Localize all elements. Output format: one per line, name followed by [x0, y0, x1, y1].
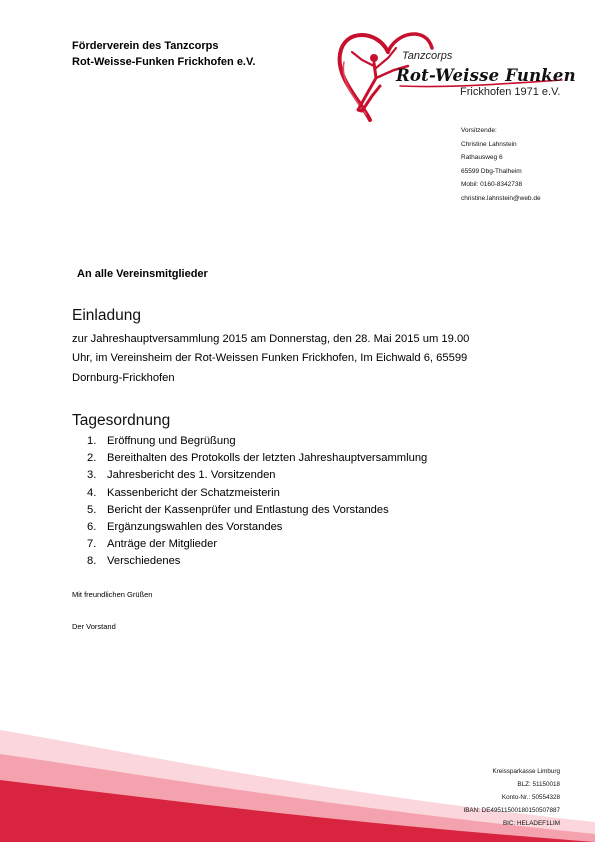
- agenda-item: [87, 433, 427, 450]
- contact-block: [461, 124, 541, 206]
- agenda-item-number: 1.: [87, 435, 97, 447]
- closing-greeting: Mit freundlichen Grüßen: [72, 590, 153, 599]
- sender-line-1: Förderverein des Tanzcorps: [72, 40, 219, 52]
- agenda-item: [87, 502, 427, 519]
- recipient: An alle Vereinsmitglieder: [77, 268, 208, 280]
- agenda-item-number: 6.: [87, 521, 97, 534]
- agenda-item-number: 7.: [87, 538, 97, 551]
- bank-bic: BIC: HELADEF1LIM: [502, 819, 560, 827]
- agenda-item: [87, 553, 427, 570]
- bank-details: [463, 766, 560, 831]
- logo-sub-text: Frickhofen 1971 e.V.: [460, 86, 561, 98]
- agenda-item-number: 3.: [87, 469, 97, 482]
- bank-blz: BLZ: 51150018: [517, 780, 560, 788]
- invitation-line-1: zur Jahreshauptversammlung 2015 am Donnerstag, den 28. Mai 2015 um 19.00: [72, 333, 470, 345]
- sender-line-2: Rot-Weisse-Funken Frickhofen e.V.: [72, 56, 256, 68]
- agenda-item: [87, 450, 427, 467]
- agenda-item-number: 4.: [87, 486, 97, 499]
- agenda-item: [87, 536, 427, 553]
- agenda-item-text: Ergänzungswahlen des Vorstandes: [107, 521, 283, 534]
- agenda-item-number: 8.: [87, 555, 97, 568]
- agenda-item: [87, 519, 427, 536]
- invitation-text: [72, 330, 542, 388]
- bank-account: Konto-Nr.: 50554328: [501, 793, 560, 801]
- contact-role: Vorsitzende:: [461, 127, 497, 134]
- agenda-list: [87, 433, 427, 571]
- agenda-item-text: Anträge der Mitglieder: [107, 538, 218, 551]
- signature: Der Vorstand: [72, 622, 116, 631]
- logo-top-text: Tanzcorps: [402, 50, 453, 62]
- contact-phone: Mobil: 0160-8342738: [461, 181, 523, 189]
- contact-city: 65599 Dbg-Thalheim: [461, 167, 522, 175]
- bank-iban: IBAN: DE49511500180150507887: [463, 806, 560, 814]
- invitation-line-3: Dornburg-Frickhofen: [72, 371, 175, 384]
- agenda-heading: Tagesordnung: [72, 412, 171, 429]
- agenda-item-text: Bereithalten des Protokolls der letzten Jahreshauptversammlung: [107, 452, 428, 465]
- agenda-item-text: Eröffnung und Begrüßung: [107, 435, 236, 447]
- agenda-item-number: 2.: [87, 452, 97, 465]
- sender-block: [72, 38, 255, 70]
- invitation-heading: Einladung: [72, 307, 141, 324]
- agenda-item-number: 5.: [87, 503, 97, 516]
- bank-name: Kreissparkasse Limburg: [492, 768, 560, 775]
- agenda-item-text: Bericht der Kassenprüfer und Entlastung des Vorstandes: [107, 503, 389, 516]
- club-logo: [330, 22, 576, 122]
- contact-email: christine.lahnstein@web.de: [461, 194, 541, 202]
- contact-name: Christine Lahnstein: [461, 140, 517, 148]
- invitation-line-2: Uhr, im Vereinsheim der Rot-Weissen Funken Frickhofen, Im Eichwald 6, 65599: [72, 352, 468, 365]
- agenda-item: [87, 485, 427, 502]
- agenda-item-text: Kassenbericht der Schatzmeisterin: [107, 486, 280, 499]
- agenda-item-text: Verschiedenes: [107, 555, 181, 568]
- agenda-item-text: Jahresbericht des 1. Vorsitzenden: [107, 469, 276, 482]
- logo-main-text: Rot-Weisse Funken: [396, 66, 576, 85]
- agenda-item: [87, 467, 427, 484]
- contact-street: Rathausweg 6: [461, 154, 503, 162]
